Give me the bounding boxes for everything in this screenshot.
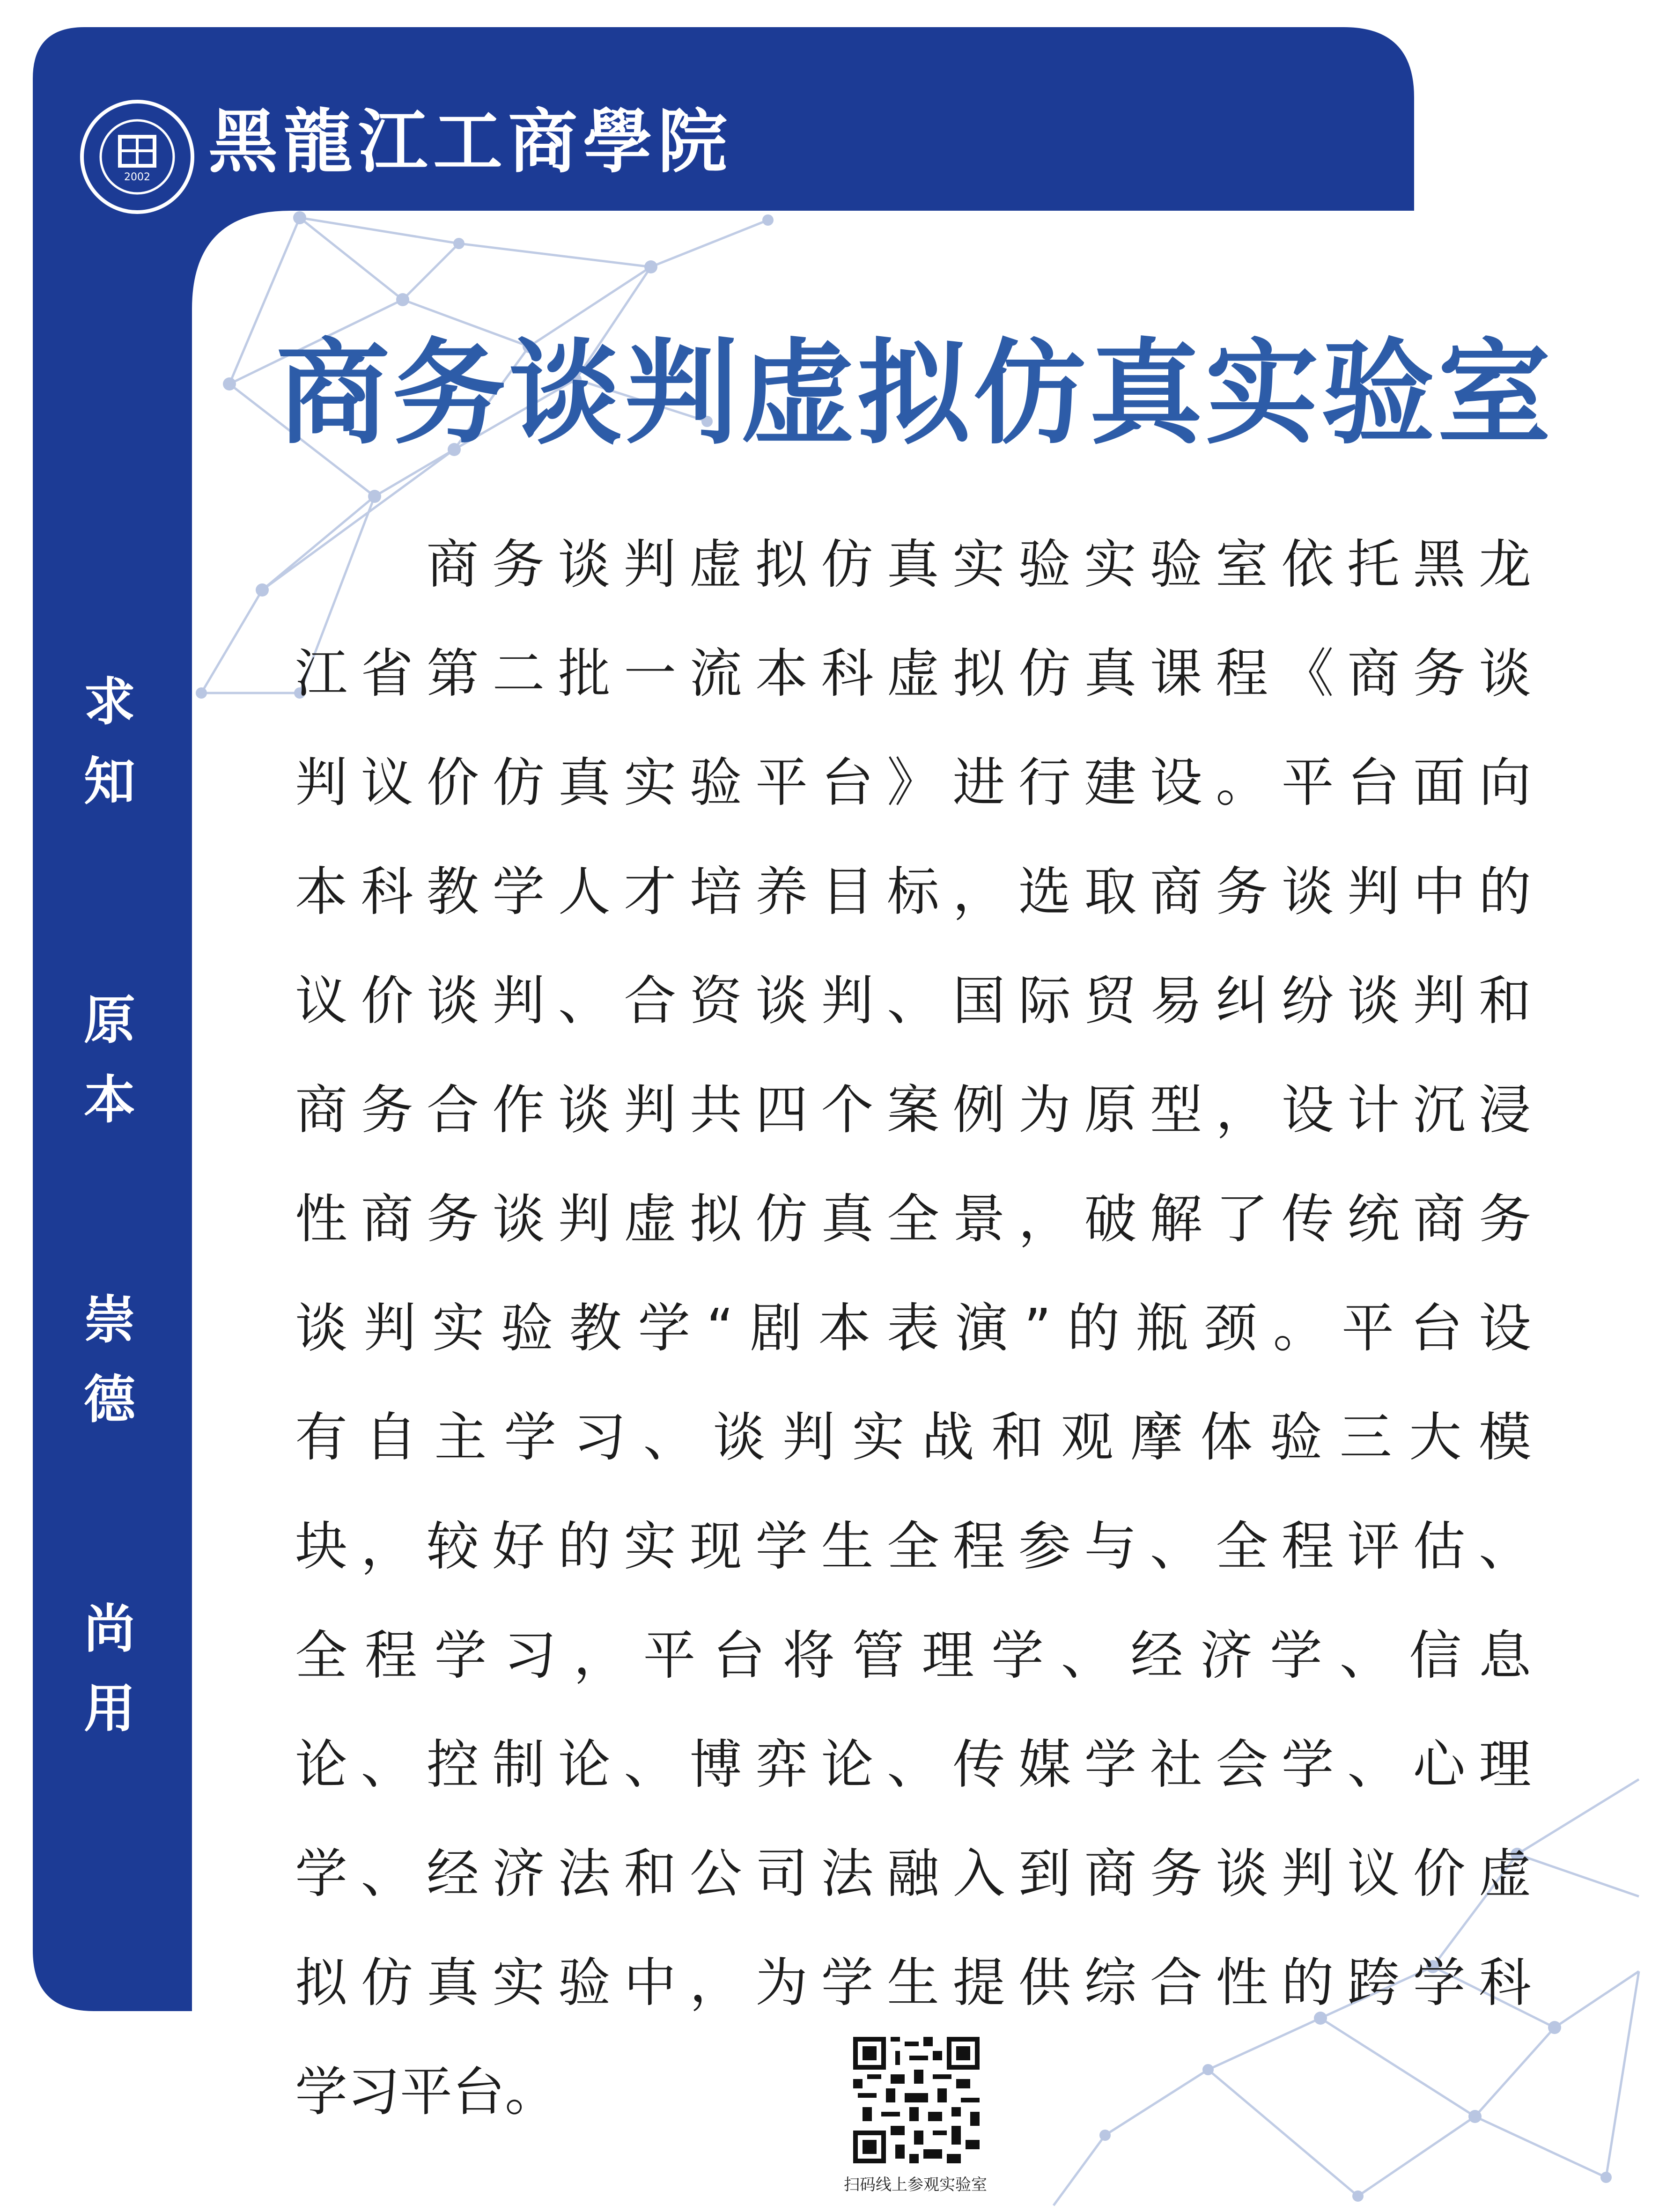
body-line: 学习平台。 xyxy=(295,2062,557,2123)
motto-text: 求知 xyxy=(75,674,136,833)
motto-2 xyxy=(70,993,140,1152)
body-line: 有自主学习、谈判实战和观摩体验三大模 xyxy=(295,1407,1531,1468)
qr-code-icon[interactable] xyxy=(853,2037,980,2163)
body-line: 拟仿真实验中，为学生提供综合性的跨学科 xyxy=(295,1953,1531,2013)
page-title: 商务谈判虚拟仿真实验室 xyxy=(276,328,1554,460)
body-paragraph xyxy=(295,510,1531,2147)
body-line: 商务合作谈判共四个案例为原型，设计沉浸 xyxy=(295,1080,1531,1141)
body-line: 论、控制论、博弈论、传媒学社会学、心理 xyxy=(295,1734,1531,1795)
body-line: 全程学习，平台将管理学、经济学、信息 xyxy=(295,1625,1531,1686)
body-line: 议价谈判、合资谈判、国际贸易纠纷谈判和 xyxy=(295,971,1531,1032)
body-line: 学、经济法和公司法融入到商务谈判议价虚 xyxy=(295,1843,1531,1904)
body-line: 谈判实验教学“剧本表演”的瓶颈。平台设 xyxy=(295,1298,1531,1359)
body-line: 块，较好的实现学生全程参与、全程评估、 xyxy=(295,1516,1531,1577)
body-line: 本科教学人才培养目标，选取商务谈判中的 xyxy=(295,862,1531,922)
body-line: 判议价仿真实验平台》进行建设。平台面向 xyxy=(295,752,1531,813)
college-emblem-icon xyxy=(79,98,196,215)
motto-3 xyxy=(70,1292,140,1452)
motto-4 xyxy=(70,1601,140,1761)
body-line: 性商务谈判虚拟仿真全景，破解了传统商务 xyxy=(295,1189,1531,1250)
motto-text: 尚用 xyxy=(75,1601,136,1761)
motto-1 xyxy=(70,674,140,833)
school-name: 黑龍江工商學院 xyxy=(208,101,733,182)
motto-text: 崇德 xyxy=(75,1292,136,1452)
emblem-year: 2002 xyxy=(124,171,150,183)
body-line: 商务谈判虚拟仿真实验实验室依托黑龙 xyxy=(426,534,1531,595)
qr-caption: 扫码线上参观实验室 xyxy=(844,2175,987,2194)
motto-text: 原本 xyxy=(75,993,136,1152)
body-line: 江省第二批一流本科虚拟仿真课程《商务谈 xyxy=(295,643,1531,704)
